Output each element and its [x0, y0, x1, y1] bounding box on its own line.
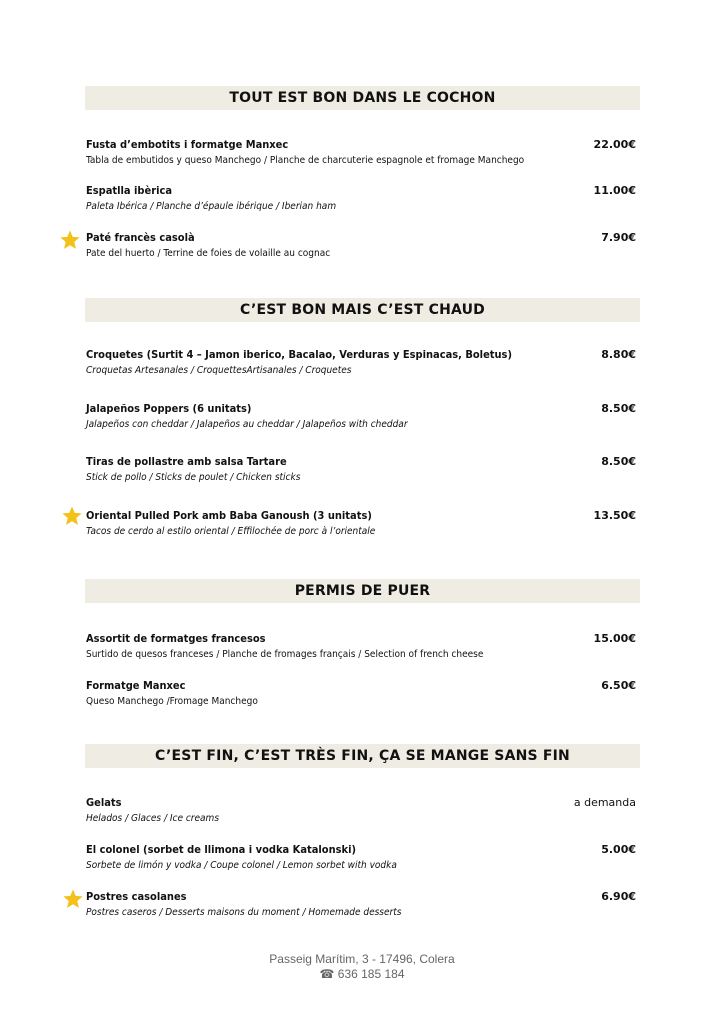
item-price: a demanda	[573, 796, 636, 809]
menu-item	[86, 843, 636, 873]
item-price: 13.50€	[593, 509, 636, 522]
item-description: Paleta Ibérica / Planche d’épaule ibérique / Iberian ham	[86, 201, 337, 212]
item-name: Croquetes (Surtit 4 – Jamon iberico, Bacalao, Verduras y Espinacas, Boletus)	[86, 348, 512, 361]
item-description: Croquetas Artesanales / CroquettesArtisanales / Croquetes	[86, 365, 352, 376]
item-name: Formatge Manxec	[86, 679, 186, 692]
item-price: 5.00€	[601, 843, 636, 856]
item-name: Oriental Pulled Pork amb Baba Ganoush (3 unitats)	[86, 509, 372, 522]
item-name: Assortit de formatges francesos	[86, 632, 266, 645]
menu-item	[86, 138, 636, 168]
menu-item	[86, 348, 636, 378]
footer-phone-line	[0, 967, 724, 982]
item-description: Surtido de quesos franceses / Planche de fromages français / Selection of french cheese	[86, 649, 484, 660]
star-icon	[62, 888, 84, 910]
menu-item	[86, 231, 636, 261]
footer-phone: 636 185 184	[337, 967, 405, 981]
menu-item	[86, 184, 636, 214]
star-icon	[59, 229, 81, 251]
menu-item	[86, 890, 636, 920]
item-description: Jalapeños con cheddar / Jalapeños au cheddar / Jalapeños with cheddar	[86, 419, 408, 430]
item-description: Helados / Glaces / Ice creams	[86, 813, 220, 824]
menu-item	[86, 796, 636, 826]
star-icon	[61, 505, 83, 527]
telephone-icon: ☎	[319, 967, 335, 981]
menu-item	[86, 679, 636, 709]
section-header-fin: C’EST FIN, C’EST TRÈS FIN, ÇA SE MANGE SANS FIN	[85, 744, 640, 768]
item-price: 8.80€	[601, 348, 636, 361]
item-price: 6.50€	[601, 679, 636, 692]
section-header-puer: PERMIS DE PUER	[85, 579, 640, 603]
footer-address: Passeig Marítim, 3 - 17496, Colera	[269, 952, 455, 966]
item-description: Tabla de embutidos y queso Manchego / Planche de charcuterie espagnole et fromage Manchego	[86, 155, 525, 166]
menu-item	[86, 455, 636, 485]
item-description: Tacos de cerdo al estilo oriental / Effilochée de porc à l’orientale	[86, 526, 376, 537]
item-price: 8.50€	[601, 402, 636, 415]
item-description: Sorbete de limón y vodka / Coupe colonel / Lemon sorbet with vodka	[86, 860, 397, 871]
item-name: El colonel (sorbet de llimona i vodka Katalonski)	[86, 843, 357, 856]
item-description: Stick de pollo / Sticks de poulet / Chicken sticks	[86, 472, 301, 483]
item-price: 22.00€	[593, 138, 636, 151]
section-header-chaud: C’EST BON MAIS C’EST CHAUD	[85, 298, 640, 322]
item-price: 8.50€	[601, 455, 636, 468]
item-price: 15.00€	[593, 632, 636, 645]
item-name: Espatlla ibèrica	[86, 184, 173, 197]
menu-item	[86, 632, 636, 662]
menu-item	[86, 509, 636, 539]
item-price: 7.90€	[601, 231, 636, 244]
menu-item	[86, 402, 636, 432]
item-name: Tiras de pollastre amb salsa Tartare	[86, 455, 287, 468]
item-name: Fusta d’embotits i formatge Manxec	[86, 138, 289, 151]
item-name: Jalapeños Poppers (6 unitats)	[86, 402, 252, 415]
section-header-cochon: TOUT EST BON DANS LE COCHON	[85, 86, 640, 110]
item-price: 6.90€	[601, 890, 636, 903]
item-name: Paté francès casolà	[86, 231, 195, 244]
item-price: 11.00€	[593, 184, 636, 197]
item-description: Queso Manchego /Fromage Manchego	[86, 696, 258, 707]
item-description: Pate del huerto / Terrine de foies de volaille au cognac	[86, 248, 331, 259]
item-name: Gelats	[86, 796, 122, 809]
item-description: Postres caseros / Desserts maisons du moment / Homemade desserts	[86, 907, 402, 918]
item-name: Postres casolanes	[86, 890, 187, 903]
